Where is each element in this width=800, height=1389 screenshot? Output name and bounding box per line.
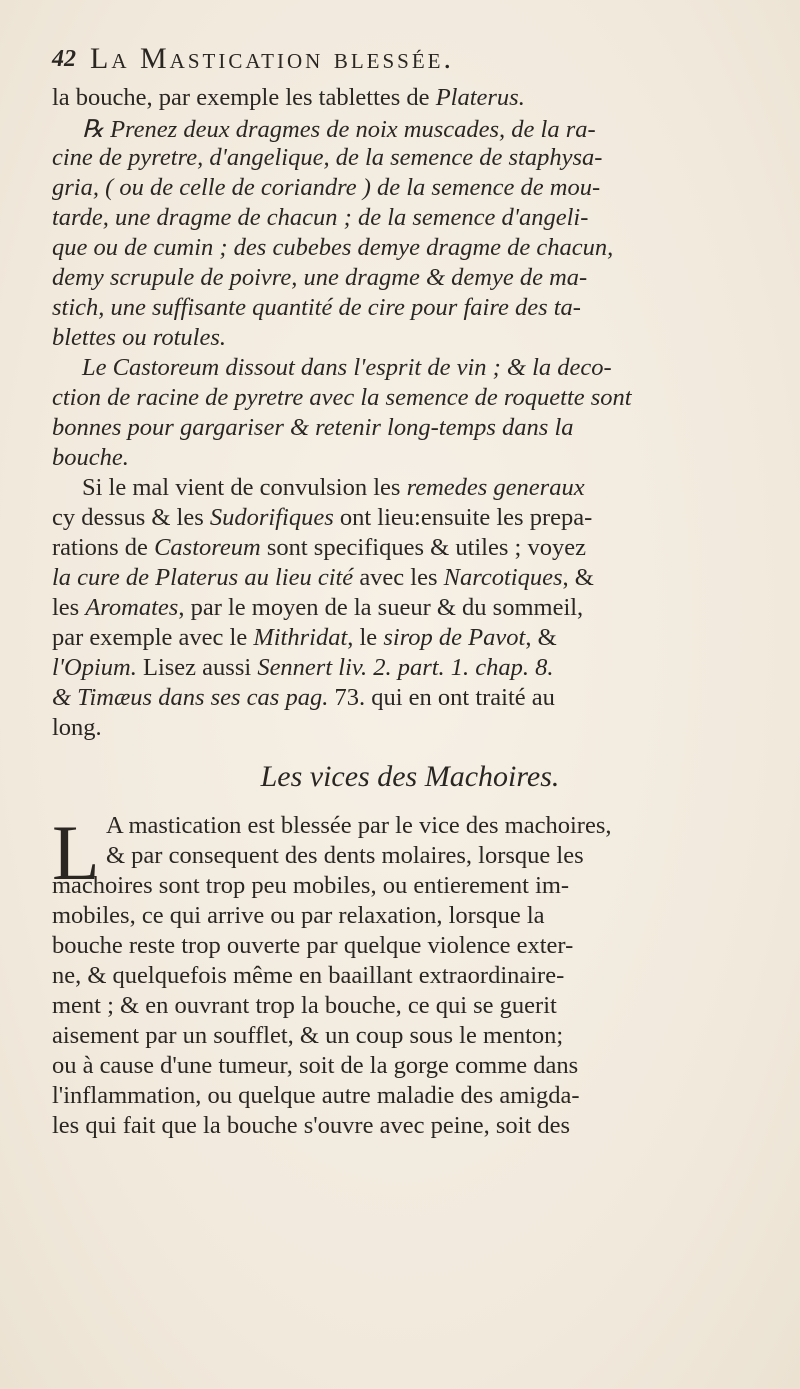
text-run: , & bbox=[562, 564, 594, 591]
text-line: A mastication est blessée par le vice des machoires, bbox=[106, 812, 612, 839]
page-number: 42 bbox=[52, 46, 76, 72]
text-line: machoires sont trop peu mobiles, ou entierement im- bbox=[52, 872, 570, 899]
text-line: ment ; & en ouvrant trop la bouche, ce qui se guerit bbox=[52, 992, 557, 1019]
text-run: sont specifiques & utiles ; voyez bbox=[260, 534, 586, 561]
text-run-italic: l'Opium. bbox=[52, 654, 137, 681]
text-run: rations de bbox=[52, 534, 155, 561]
text-line: & par consequent des dents molaires, lorsque les bbox=[106, 842, 584, 869]
text-run-italic: Narcotiques bbox=[443, 564, 563, 591]
text-line: bouche. bbox=[52, 444, 129, 471]
text-line bbox=[52, 624, 557, 652]
text-run-italic: remedes generaux bbox=[406, 474, 585, 501]
text-line: demy scrupule de poivre, une dragme & demye de ma- bbox=[52, 264, 588, 291]
text-run-italic: & Timæus dans ses cas pag. bbox=[52, 684, 329, 711]
running-title: La Mastication blessée. bbox=[90, 42, 455, 75]
text-run-italic: sirop de Pavot bbox=[383, 624, 526, 651]
text-line: bouche reste trop ouverte par quelque violence exter- bbox=[52, 932, 574, 959]
text-run: 73. qui en ont traité au bbox=[328, 684, 555, 711]
text-line: ction de racine de pyretre avec la semence de roquette sont bbox=[52, 384, 632, 411]
text-line: mobiles, ce qui arrive ou par relaxation, lorsque la bbox=[52, 902, 545, 929]
text-run: , par le moyen de la sueur & du sommeil, bbox=[178, 594, 584, 621]
text-run: avec les bbox=[353, 564, 444, 591]
text-run-italic: Sennert liv. 2. part. 1. chap. 8. bbox=[257, 654, 554, 681]
text-run: les bbox=[52, 594, 86, 621]
text-run: la bouche, par exemple les tablettes de bbox=[52, 84, 436, 111]
text-line: Le Castoreum dissout dans l'esprit de vin ; & la deco- bbox=[82, 354, 612, 381]
text-line bbox=[52, 534, 586, 562]
text-line bbox=[52, 564, 594, 592]
text-line bbox=[52, 504, 592, 532]
text-line: bonnes pour gargariser & retenir long-temps dans la bbox=[52, 414, 574, 441]
text-run: , & bbox=[525, 624, 557, 651]
text-line: stich, une suffisante quantité de cire pour faire des ta- bbox=[52, 294, 581, 321]
text-run-italic: la cure de Platerus au lieu cité bbox=[52, 564, 354, 591]
text-line: ℞ Prenez deux dragmes de noix muscades, de la ra- bbox=[82, 116, 596, 143]
text-line: cine de pyretre, d'angelique, de la semence de staphysa- bbox=[52, 144, 603, 171]
section-title: Les vices des Machoires. bbox=[260, 760, 560, 793]
text-run-italic: Platerus. bbox=[435, 84, 525, 111]
text-line: ou à cause d'une tumeur, soit de la gorge comme dans bbox=[52, 1052, 579, 1079]
text-line bbox=[52, 714, 102, 742]
text-line bbox=[52, 684, 555, 712]
text-run: long. bbox=[52, 714, 102, 741]
text-run: cy dessus & les bbox=[52, 504, 210, 531]
page-header bbox=[52, 42, 772, 82]
text-line: que ou de cumin ; des cubebes demye dragme de chacun, bbox=[52, 234, 614, 261]
text-run: Lisez aussi bbox=[136, 654, 258, 681]
text-run: ont lieu:ensuite les prepa- bbox=[333, 504, 593, 531]
text-run-italic: Castoreum bbox=[154, 534, 261, 561]
text-line: tarde, une dragme de chacun ; de la semence d'angeli- bbox=[52, 204, 589, 231]
drop-cap: L bbox=[52, 809, 100, 896]
text-line: gria, ( ou de celle de coriandre ) de la semence de mou- bbox=[52, 174, 601, 201]
text-line bbox=[52, 84, 525, 112]
text-line bbox=[52, 594, 583, 622]
text-line bbox=[52, 654, 554, 682]
text-run-italic: Sudorifiques bbox=[209, 504, 334, 531]
text-line: ne, & quelquefois même en baaillant extraordinaire- bbox=[52, 962, 565, 989]
text-run: , le bbox=[347, 624, 384, 651]
text-run-italic: Mithridat bbox=[253, 624, 348, 651]
text-run: Si le mal vient de convulsion les bbox=[82, 474, 407, 501]
text-line: aisement par un soufflet, & un coup sous le menton; bbox=[52, 1022, 564, 1049]
text-line bbox=[82, 474, 585, 502]
text-run-italic: Aromates bbox=[85, 594, 179, 621]
text-line: les qui fait que la bouche s'ouvre avec peine, soit des bbox=[52, 1112, 571, 1139]
text-run: par exemple avec le bbox=[52, 624, 254, 651]
text-line: blettes ou rotules. bbox=[52, 324, 226, 351]
text-line: l'inflammation, ou quelque autre maladie des amigda- bbox=[52, 1082, 580, 1109]
